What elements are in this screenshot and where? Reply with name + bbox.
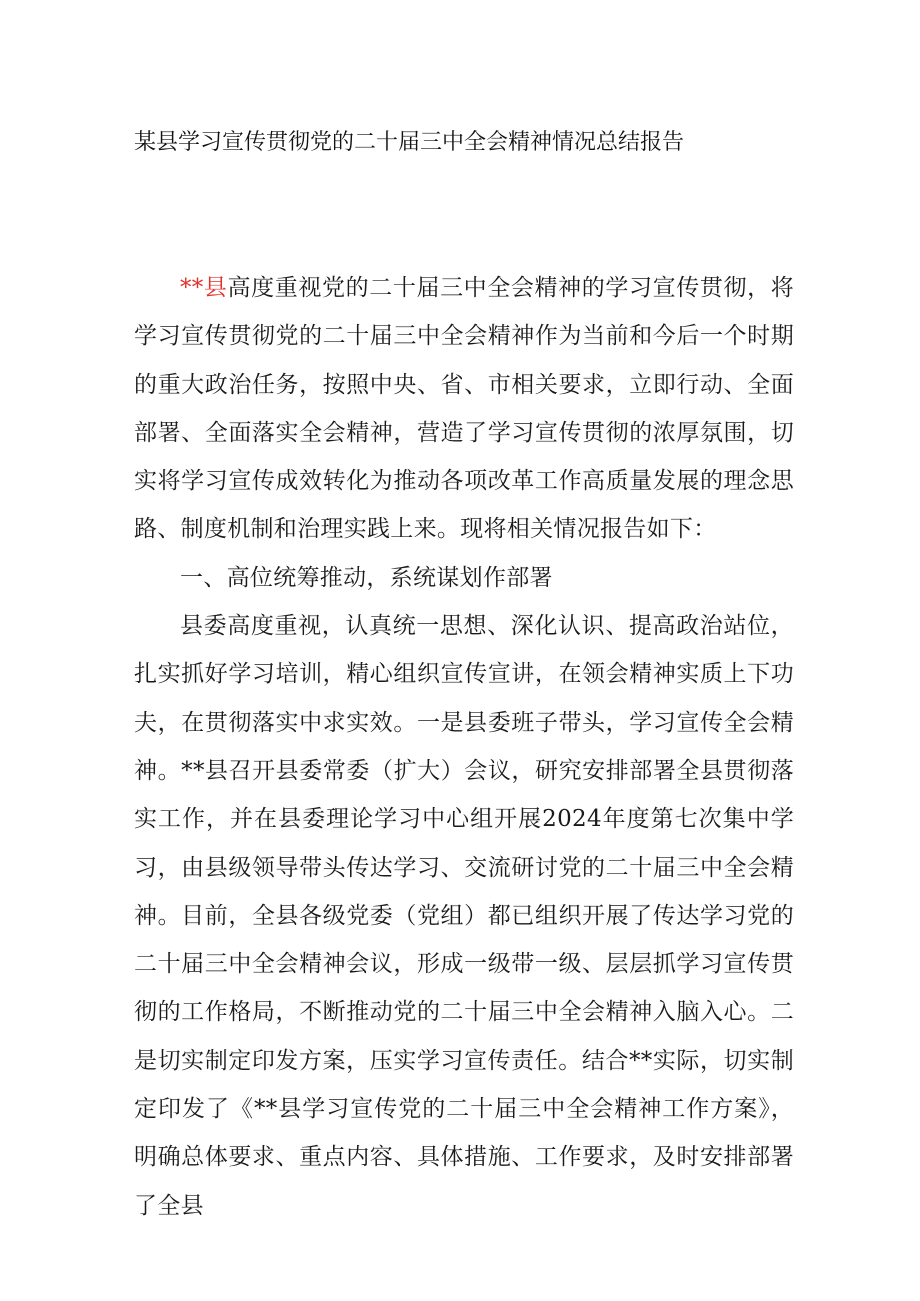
document-body — [134, 264, 794, 1230]
section-paragraph: 县委高度重视，认真统一思想、深化认识、提高政治站位，扎实抓好学习培训，精心组织宣传宣讲，在领会精神实质上下功夫，在贯彻落实中求实效。一是县委班子带头，学习宣传全会精神。**县召开县委常委（扩大）会议，研究安排部署全县贯彻落实工作，并在县委理论学习中心组开展2024年度第七次集中学习，由县级领导带头传达学习、交流研讨党的二十届三中全会精神。目前，全县各级党委（党组）都已组织开展了传达学习党的二十届三中全会精神会议，形成一级带一级、层层抓学习宣传贯彻的工作格局，不断推动党的二十届三中全会精神入脑入心。二是切实制定印发方案，压实学习宣传责任。结合**实际，切实制定印发了《**县学习宣传党的二十届三中全会精神工作方案》，明确总体要求、重点内容、具体措施、工作要求，及时安排部署了全县 — [134, 613, 794, 1219]
county-placeholder: **县 — [180, 275, 228, 301]
intro-paragraph — [134, 264, 794, 554]
intro-text: 高度重视党的二十届三中全会精神的学习宣传贯彻，将学习宣传贯彻党的二十届三中全会精神作为当前和今后一个时期的重大政治任务，按照中央、省、市相关要求，立即行动、全面部署、全面落实全会精神，营造了学习宣传贯彻的浓厚氛围，切实将学习宣传成效转化为推动各项改革工作高质量发展的理念思路、制度机制和治理实践上来。现将相关情况报告如下： — [134, 275, 794, 543]
document-title: 某县学习宣传贯彻党的二十届三中全会精神情况总结报告 — [134, 130, 685, 155]
section-heading: 一、高位统筹推动，系统谋划作部署 — [180, 564, 553, 591]
